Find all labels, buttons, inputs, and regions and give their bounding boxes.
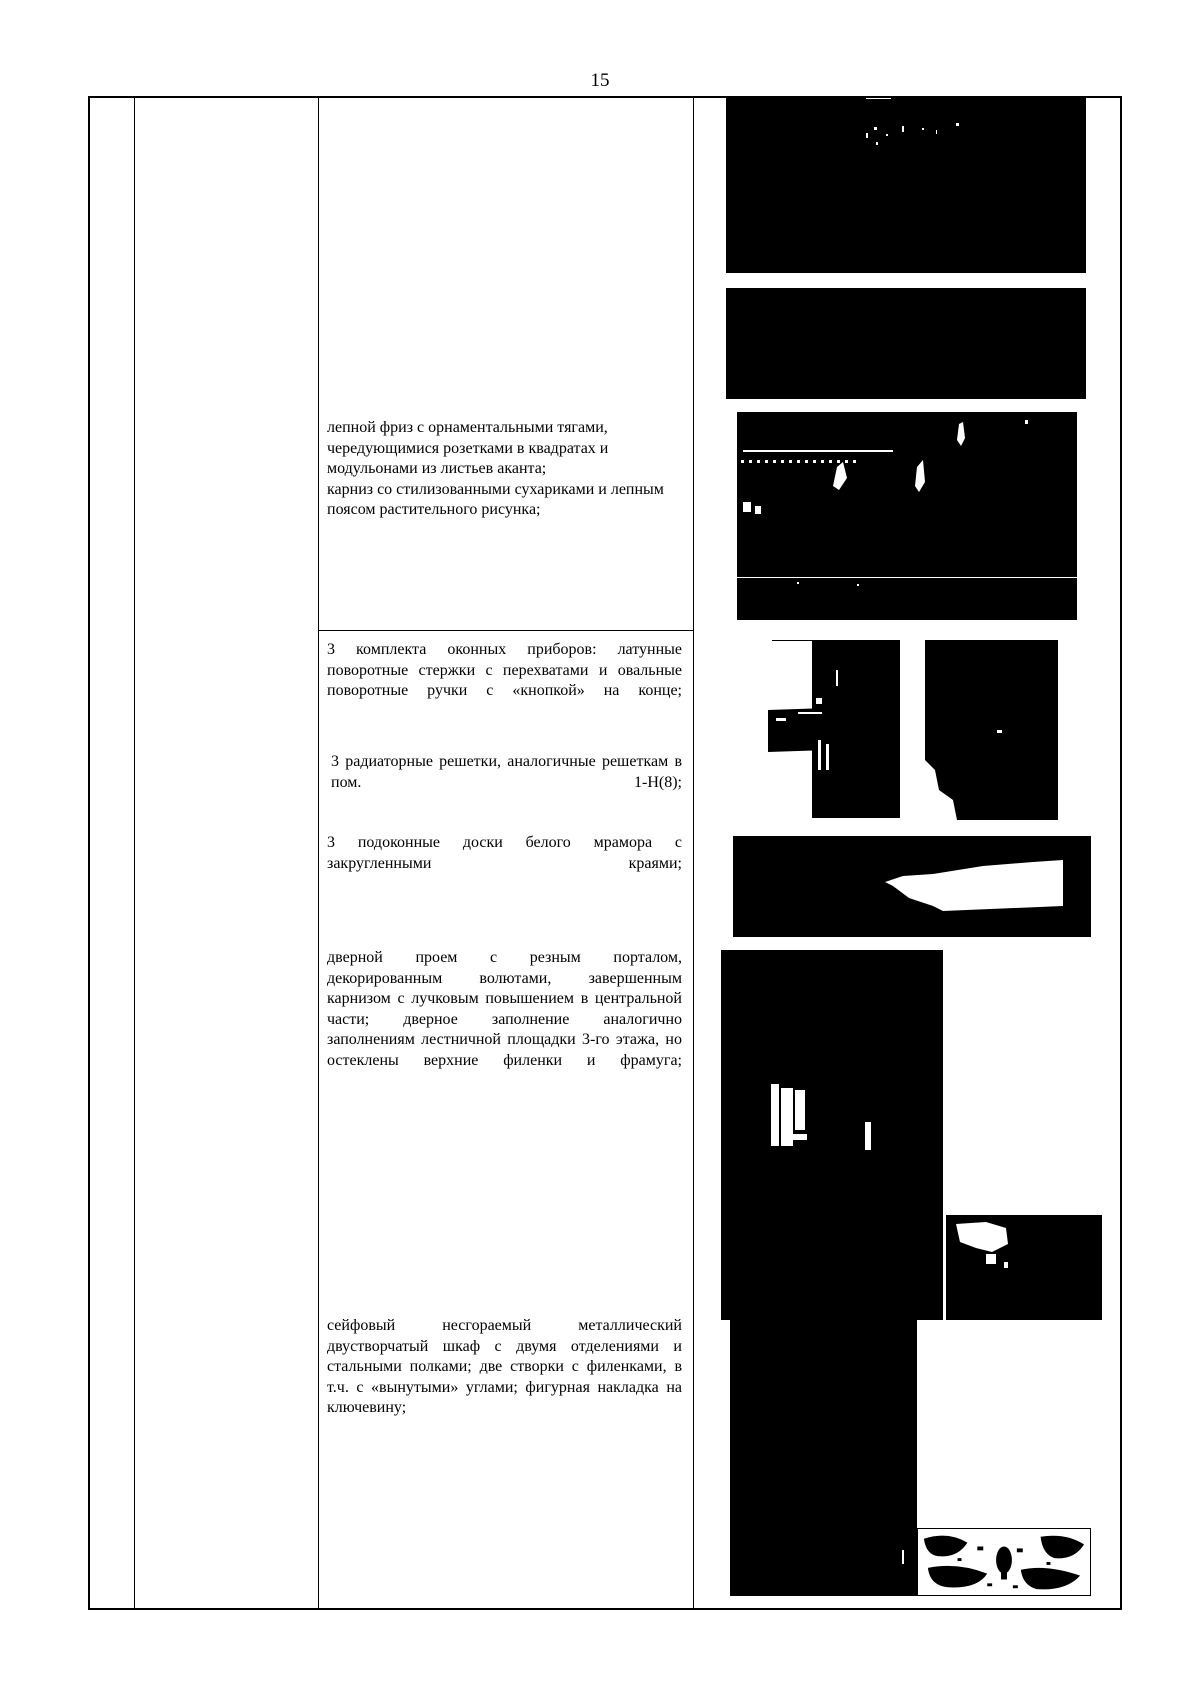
row-divider: [318, 630, 693, 631]
description-radiators: 3 радиаторные решетки, аналогичные решеткам в пом. 1-Н(8);: [331, 753, 682, 791]
frieze-photo-top: [726, 97, 1086, 273]
doorway-photo: [721, 950, 943, 1320]
column-divider-1: [134, 98, 135, 1608]
description-doorway: дверной проем с резным порталом, декорированным волютами, завершенным карнизом с лучковым повышением в центральной части; дверное заполнение аналогично заполнениям лестничной площадки 3-го этажа, но остеклены верхние филенки и фрамуга;: [327, 949, 682, 1069]
description-sills: 3 подоконные доски белого мрамора с закругленными краями;: [327, 834, 682, 872]
column-divider-2: [318, 98, 319, 1608]
description-safe: сейфовый несгораемый металлический двустворчатый шкаф с двумя отделениями и стальными полками; две створки с филенками, в т.ч. с «вынутыми» углами; фигурная накладка на ключевину;: [327, 1317, 682, 1416]
frieze-photo-bottom: [737, 412, 1077, 620]
window-hardware-photo: [768, 640, 900, 818]
column-divider-3: [693, 98, 694, 1608]
description-frieze: лепной фриз с орнаментальными тягами, чередующимися розетками в квадратах и модульонами из листьев аканта; карниз со стилизованными сухариками и лепным поясом растительного рисунка;: [327, 419, 664, 518]
safe-photo: [730, 1320, 917, 1596]
frieze-photo-middle: [726, 288, 1086, 399]
page-number: 15: [590, 70, 610, 91]
keyhole-plate-photo: [917, 1528, 1091, 1596]
door-detail-photo: [946, 1214, 1102, 1320]
description-windows: 3 комплекта оконных приборов: латунные поворотные стержки с перехватами и овальные поворотные ручки с «кнопкой» на конце;: [327, 641, 682, 699]
windowsill-photo: [733, 836, 1091, 937]
window-handle-photo: [925, 640, 1058, 820]
